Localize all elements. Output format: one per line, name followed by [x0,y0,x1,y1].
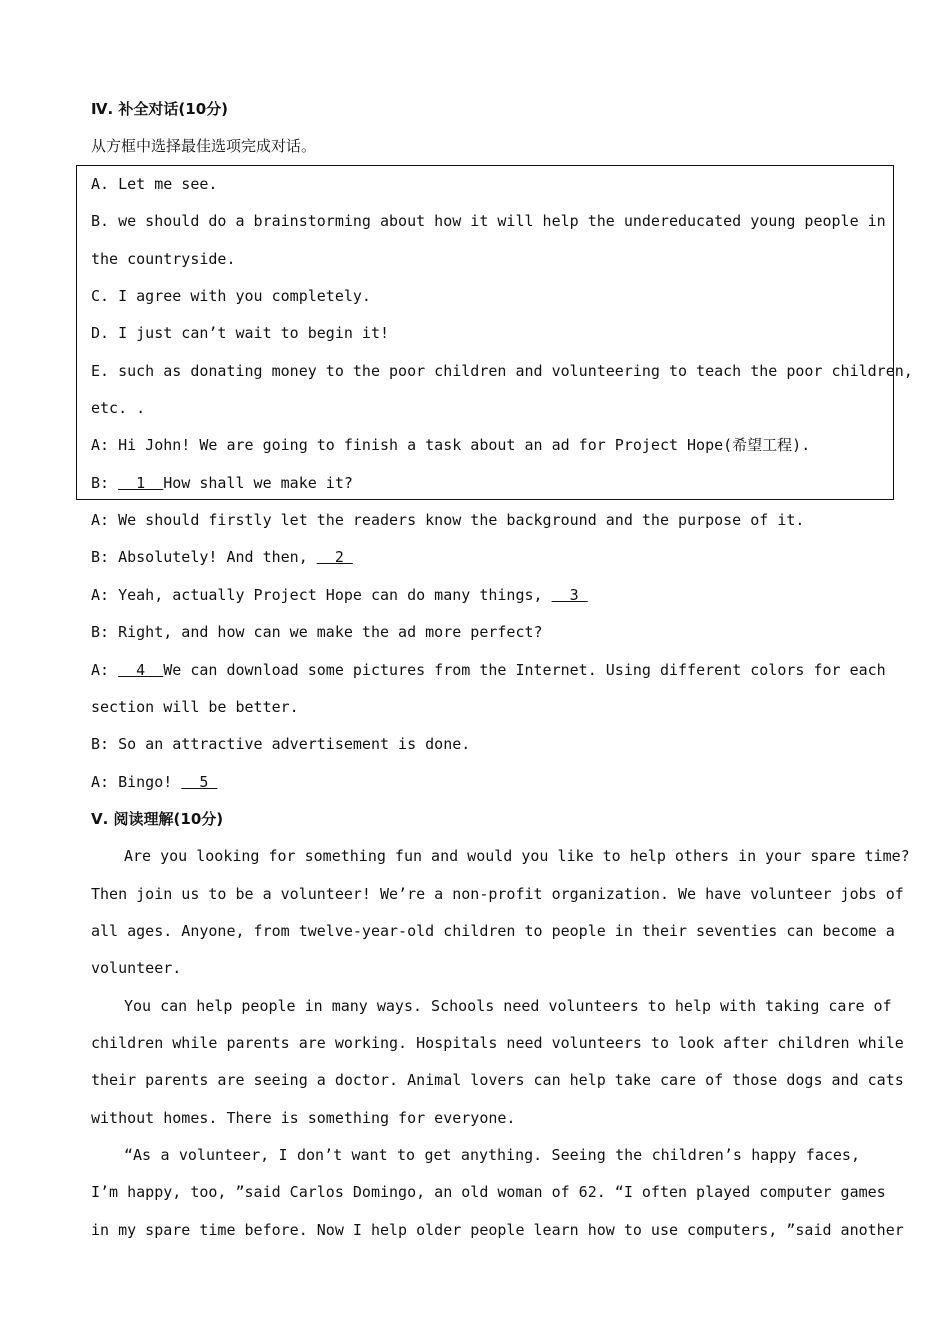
option-d: D. I just can’t wait to begin it! [91,324,390,342]
dialogue-line: B: So an attractive advertisement is done. [91,735,471,753]
dialogue-line: B: Right, and how can we make the ad more perfect? [91,623,543,641]
paragraph-line: without homes. There is something for everyone. [91,1109,516,1127]
section-4-instruction: 从方框中选择最佳选项完成对话。 [91,137,317,155]
dialogue-line: A: We should firstly let the readers know the background and the purpose of it. [91,511,805,529]
blank-5: 5 [181,773,218,791]
dialogue-line: A: Hi John! We are going to finish a task about an ad for Project Hope(希望工程). [91,436,811,454]
paragraph-line: all ages. Anyone, from twelve-year-old children to people in their seventies can become a [91,922,895,940]
option-b-continued: the countryside. [91,250,236,268]
option-a: A. Let me see. [91,175,218,193]
blank-2: 2 [316,548,353,566]
dialogue-line: B: Absolutely! And then, 2 [91,548,353,566]
blank-1: 1 [118,474,164,492]
paragraph-line: “As a volunteer, I don’t want to get anything. Seeing the children’s happy faces, [124,1146,860,1164]
option-e-continued: etc. . [91,399,146,417]
blank-3: 3 [551,586,588,604]
dialogue-line: A: Bingo! 5 [91,773,218,791]
dialogue-line: B: 1 How shall we make it? [91,474,353,492]
paragraph-line: You can help people in many ways. Schools need volunteers to help with taking care of [124,997,892,1015]
paragraph-line: volunteer. [91,959,182,977]
section-5-heading: Ⅴ. 阅读理解(10分) [91,810,224,828]
paragraph-line: children while parents are working. Hospitals need volunteers to look after children while [91,1034,904,1052]
dialogue-line: A: 4 We can download some pictures from the Internet. Using different colors for each [91,661,886,679]
blank-4: 4 [118,661,164,679]
paragraph-line: in my spare time before. Now I help older people learn how to use computers, ”said another [91,1221,904,1239]
section-4-heading: Ⅳ. 补全对话(10分) [91,100,228,118]
paragraph-line: I’m happy, too, ”said Carlos Domingo, an old woman of 62. “I often played computer games [91,1183,886,1201]
paragraph-line: their parents are seeing a doctor. Animal lovers can help take care of those dogs and cats [91,1071,904,1089]
option-c: C. I agree with you completely. [91,287,371,305]
option-b: B. we should do a brainstorming about how it will help the undereducated young people in [91,212,886,230]
dialogue-line: section will be better. [91,698,299,716]
option-e: E. such as donating money to the poor children and volunteering to teach the poor children, [91,362,913,380]
dialogue-line: A: Yeah, actually Project Hope can do many things, 3 [91,586,588,604]
paragraph-line: Then join us to be a volunteer! We’re a non-profit organization. We have volunteer jobs of [91,885,904,903]
paragraph-line: Are you looking for something fun and would you like to help others in your spare time? [124,847,910,865]
